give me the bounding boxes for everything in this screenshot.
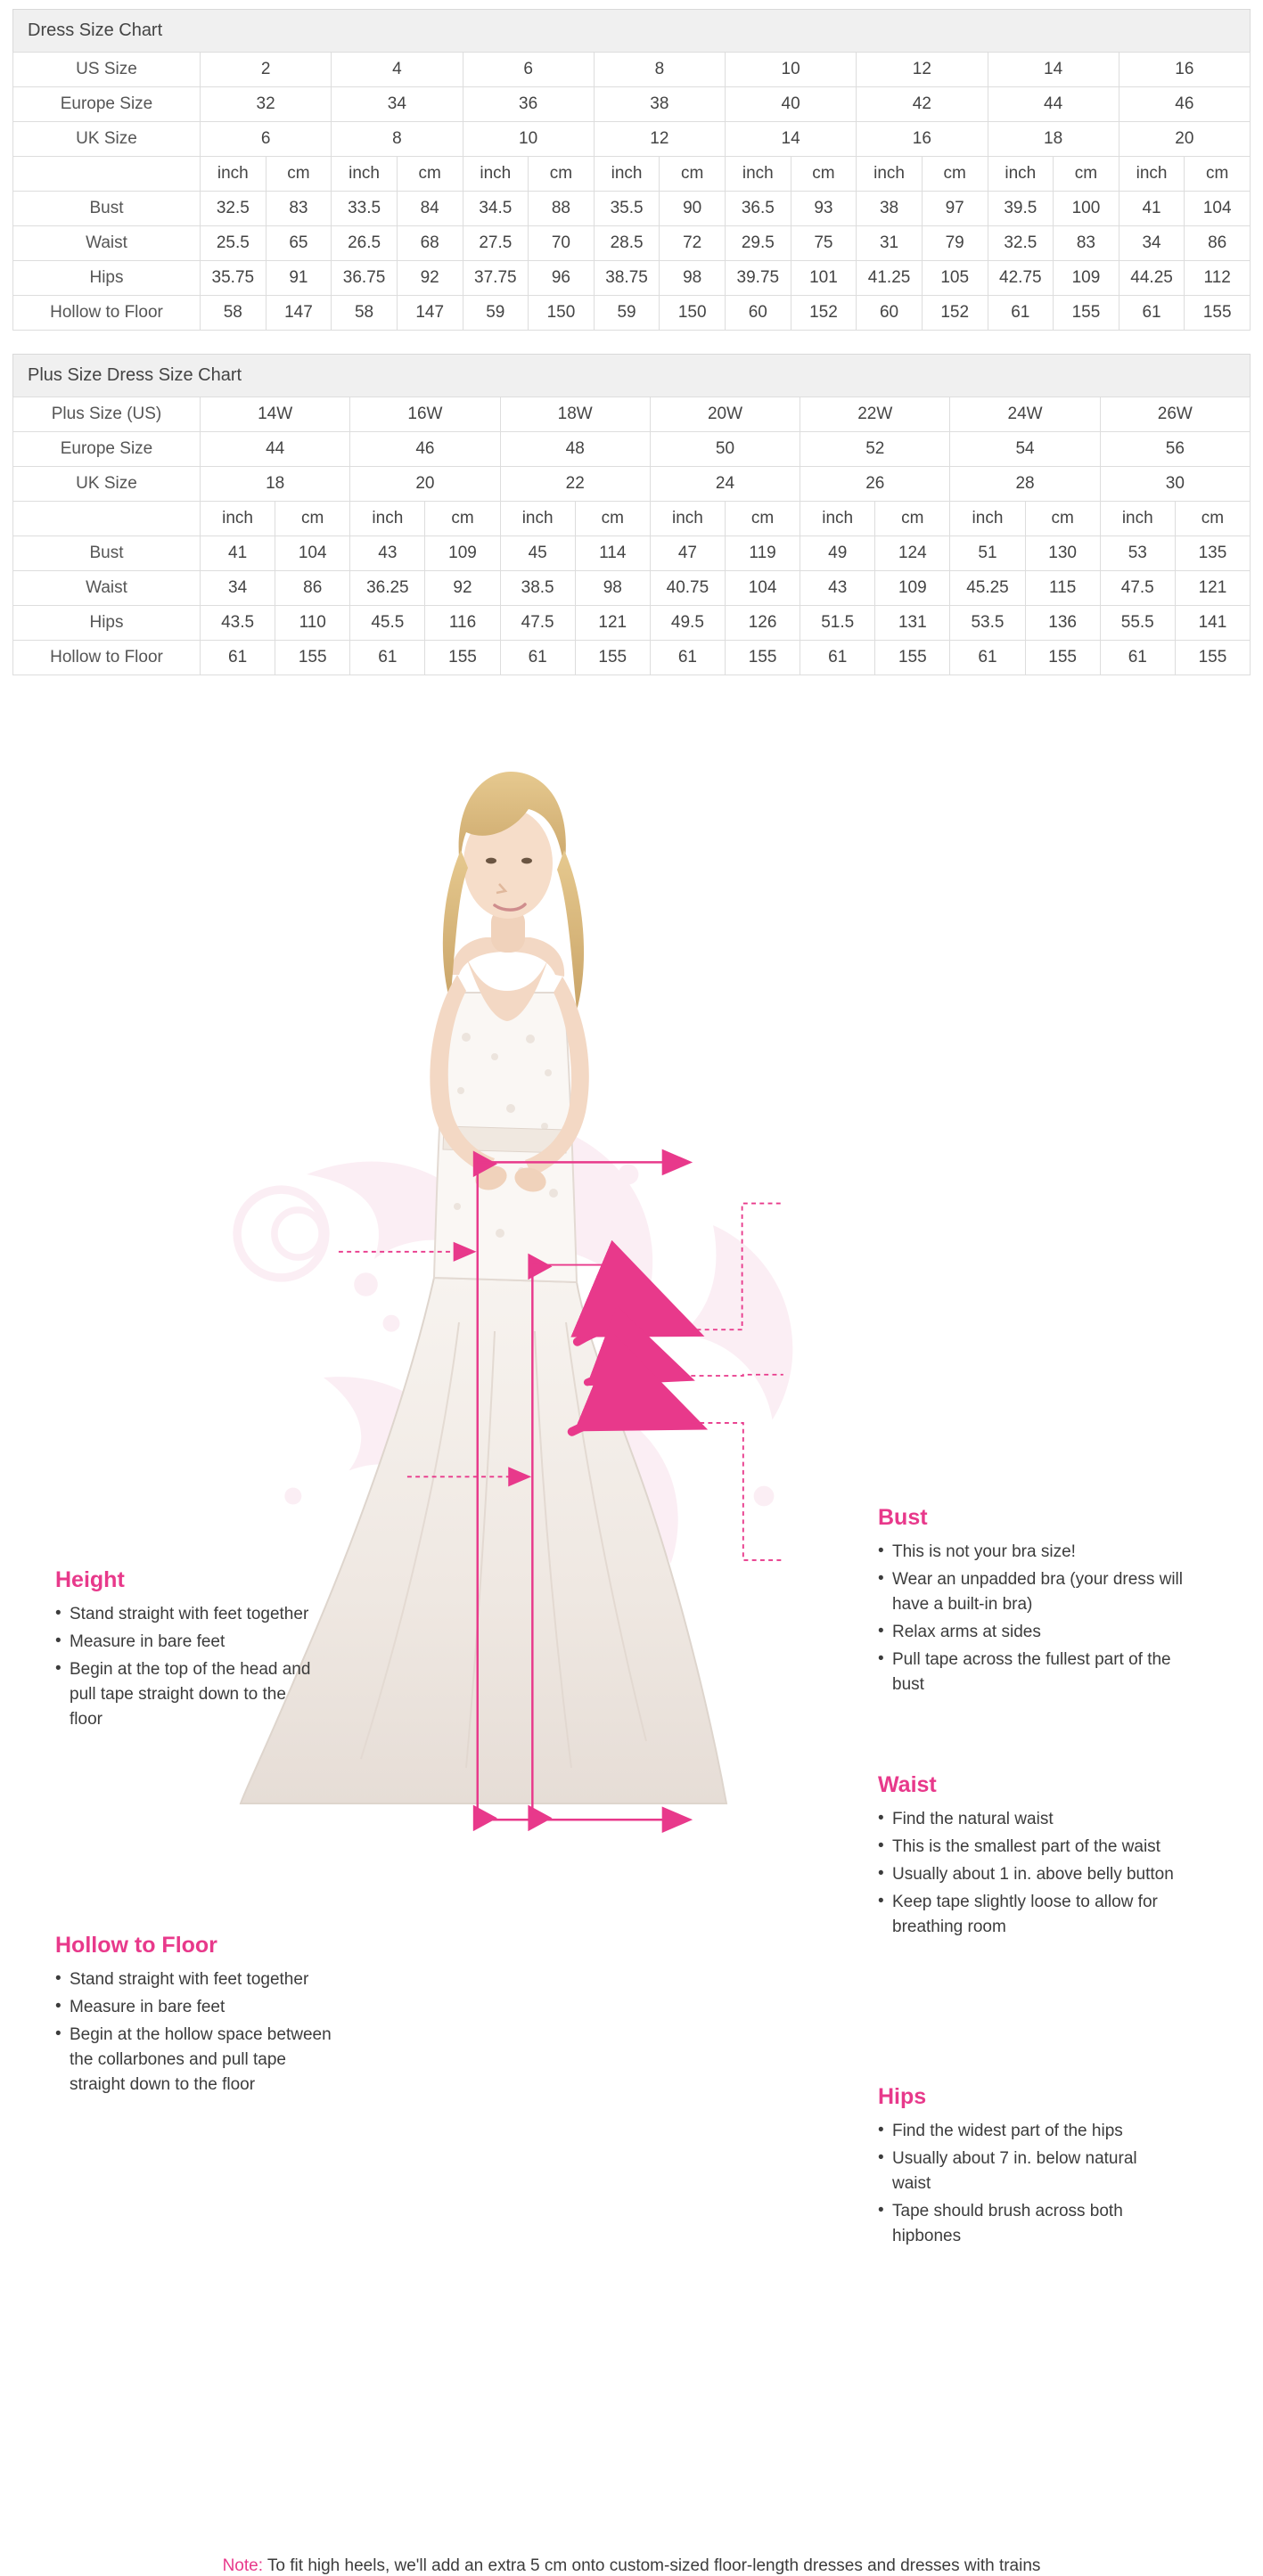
- table-cell: 14: [726, 122, 857, 157]
- list-item: • Tape should brush across both hipbones: [878, 2199, 1172, 2249]
- table-cell: 32: [201, 87, 332, 122]
- table-cell: 109: [425, 536, 500, 571]
- table-cell: 45: [500, 536, 575, 571]
- callout-waist: [878, 1772, 1199, 1942]
- table-cell: 104: [275, 536, 350, 571]
- table-cell: 97: [922, 192, 988, 226]
- table-cell: 27.5: [463, 226, 529, 261]
- unit-cell: cm: [425, 502, 500, 536]
- table-cell: 61: [950, 641, 1025, 675]
- table-cell: 31: [857, 226, 923, 261]
- table-cell: 22: [500, 467, 650, 502]
- table-cell: 26W: [1100, 397, 1250, 432]
- unit-cell: cm: [725, 502, 800, 536]
- table-cell: 155: [275, 641, 350, 675]
- table-cell: 28: [950, 467, 1100, 502]
- table-cell: 39.5: [988, 192, 1054, 226]
- table-row: [13, 296, 1251, 331]
- list-item: • Relax arms at sides: [878, 1620, 1199, 1645]
- table-cell: 8: [332, 122, 463, 157]
- table-cell: 29.5: [726, 226, 791, 261]
- table-cell: 43: [350, 536, 425, 571]
- unit-cell: cm: [1054, 157, 1119, 192]
- table-cell: 59: [463, 296, 529, 331]
- table-cell: 61: [1100, 641, 1175, 675]
- unit-cell: cm: [575, 502, 650, 536]
- table-cell: 20W: [650, 397, 800, 432]
- table-cell: 155: [1025, 641, 1100, 675]
- table-cell: 155: [1054, 296, 1119, 331]
- table-cell: 72: [660, 226, 726, 261]
- row-label: Europe Size: [13, 432, 201, 467]
- plus-size-chart-block: [12, 354, 1251, 675]
- table-cell: 47.5: [500, 606, 575, 641]
- table-cell: 32.5: [201, 192, 267, 226]
- table-cell: 65: [266, 226, 332, 261]
- table-cell: 34: [1119, 226, 1185, 261]
- table-cell: 155: [1185, 296, 1251, 331]
- table-cell: 58: [201, 296, 267, 331]
- table-cell: 37.75: [463, 261, 529, 296]
- table-cell: 121: [1175, 571, 1250, 606]
- table-cell: 109: [875, 571, 950, 606]
- table-cell: 98: [575, 571, 650, 606]
- table-cell: 35.5: [594, 192, 660, 226]
- table-cell: 61: [350, 641, 425, 675]
- list-item: • This is the smallest part of the waist: [878, 1835, 1199, 1860]
- table-cell: 22W: [800, 397, 950, 432]
- table-cell: 43: [800, 571, 875, 606]
- plus-size-table: [12, 397, 1251, 675]
- table-cell: 38.5: [500, 571, 575, 606]
- callout-title-waist: Waist: [878, 1772, 937, 1797]
- table-cell: 49.5: [650, 606, 725, 641]
- dress-size-chart-block: [12, 9, 1251, 331]
- table-cell: 38: [857, 192, 923, 226]
- table-cell: 38: [594, 87, 725, 122]
- table-cell: 18: [201, 467, 350, 502]
- table-cell: 16: [857, 122, 988, 157]
- note-label: Note:: [222, 2556, 263, 2575]
- unit-cell: inch: [1100, 502, 1175, 536]
- table-cell: 152: [922, 296, 988, 331]
- table-cell: 155: [875, 641, 950, 675]
- chart-title: Dress Size Chart: [12, 9, 1251, 52]
- table-cell: 44.25: [1119, 261, 1185, 296]
- table-cell: 83: [1054, 226, 1119, 261]
- row-label: UK Size: [13, 122, 201, 157]
- table-cell: 114: [575, 536, 650, 571]
- unit-cell: cm: [922, 157, 988, 192]
- table-cell: 41.25: [857, 261, 923, 296]
- table-cell: 28.5: [594, 226, 660, 261]
- table-cell: 90: [660, 192, 726, 226]
- table-cell: 10: [463, 122, 594, 157]
- unit-cell: inch: [1119, 157, 1185, 192]
- table-cell: 56: [1100, 432, 1250, 467]
- table-cell: 14: [988, 53, 1119, 87]
- table-cell: 83: [266, 192, 332, 226]
- table-cell: 126: [725, 606, 800, 641]
- table-cell: 40: [726, 87, 857, 122]
- list-item: • Begin at the top of the head and pull tape straight down to the floor: [55, 1657, 323, 1732]
- table-cell: 45.25: [950, 571, 1025, 606]
- table-row-units: [13, 502, 1251, 536]
- table-cell: 92: [397, 261, 463, 296]
- table-cell: 98: [660, 261, 726, 296]
- table-cell: 150: [660, 296, 726, 331]
- table-cell: 46: [1119, 87, 1250, 122]
- table-cell: 61: [500, 641, 575, 675]
- row-label: Waist: [13, 571, 201, 606]
- table-cell: 155: [575, 641, 650, 675]
- measurement-diagram: [0, 699, 1263, 2575]
- table-cell: 135: [1175, 536, 1250, 571]
- table-cell: 131: [875, 606, 950, 641]
- table-cell: 58: [332, 296, 398, 331]
- row-label: Hollow to Floor: [13, 641, 201, 675]
- table-cell: 12: [857, 53, 988, 87]
- table-cell: 41: [1119, 192, 1185, 226]
- unit-cell: cm: [791, 157, 857, 192]
- list-item: • Stand straight with feet together: [55, 1602, 323, 1627]
- table-cell: 39.75: [726, 261, 791, 296]
- table-cell: 16W: [350, 397, 500, 432]
- table-cell: 6: [463, 53, 594, 87]
- table-cell: 52: [800, 432, 950, 467]
- unit-cell: cm: [275, 502, 350, 536]
- table-cell: 84: [397, 192, 463, 226]
- table-cell: 2: [201, 53, 332, 87]
- table-cell: 136: [1025, 606, 1100, 641]
- table-cell: 36.25: [350, 571, 425, 606]
- table-cell: 20: [1119, 122, 1250, 157]
- table-cell: 34: [201, 571, 275, 606]
- table-cell: 147: [397, 296, 463, 331]
- unit-cell: inch: [463, 157, 529, 192]
- note-text: To fit high heels, we'll add an extra 5 cm onto custom-sized floor-length dresses and dresses with trains: [262, 2556, 1041, 2575]
- table-cell: 47.5: [1100, 571, 1175, 606]
- callout-list-bust: [878, 1540, 1199, 1697]
- table-cell: 60: [857, 296, 923, 331]
- row-label-empty: [13, 502, 201, 536]
- table-cell: 36.5: [726, 192, 791, 226]
- table-cell: 121: [575, 606, 650, 641]
- table-cell: 35.75: [201, 261, 267, 296]
- table-cell: 130: [1025, 536, 1100, 571]
- row-label: Hips: [13, 261, 201, 296]
- table-cell: 68: [397, 226, 463, 261]
- callout-bust: [878, 1505, 1199, 1700]
- table-cell: 92: [425, 571, 500, 606]
- row-label: Hips: [13, 606, 201, 641]
- unit-cell: inch: [988, 157, 1054, 192]
- table-cell: 86: [275, 571, 350, 606]
- callout-list-hollow: [55, 1967, 340, 2098]
- table-cell: 26.5: [332, 226, 398, 261]
- table-cell: 124: [875, 536, 950, 571]
- table-cell: 10: [726, 53, 857, 87]
- table-cell: 24W: [950, 397, 1100, 432]
- table-cell: 54: [950, 432, 1100, 467]
- table-cell: 141: [1175, 606, 1250, 641]
- table-cell: 75: [791, 226, 857, 261]
- callout-title-hips: Hips: [878, 2084, 927, 2109]
- table-cell: 155: [725, 641, 800, 675]
- row-label: Hollow to Floor: [13, 296, 201, 331]
- row-label: Plus Size (US): [13, 397, 201, 432]
- table-row: [13, 397, 1251, 432]
- callout-hips: [878, 2084, 1172, 2252]
- table-cell: 104: [725, 571, 800, 606]
- row-label-empty: [13, 157, 201, 192]
- table-cell: 8: [594, 53, 725, 87]
- table-cell: 48: [500, 432, 650, 467]
- table-cell: 150: [529, 296, 595, 331]
- table-cell: 18W: [500, 397, 650, 432]
- table-cell: 100: [1054, 192, 1119, 226]
- table-cell: 112: [1185, 261, 1251, 296]
- table-cell: 33.5: [332, 192, 398, 226]
- list-item: • Measure in bare feet: [55, 1995, 340, 2020]
- callout-title-bust: Bust: [878, 1505, 928, 1530]
- table-cell: 6: [201, 122, 332, 157]
- table-cell: 61: [988, 296, 1054, 331]
- dress-size-table: [12, 52, 1251, 331]
- table-cell: 152: [791, 296, 857, 331]
- table-cell: 155: [425, 641, 500, 675]
- table-cell: 147: [266, 296, 332, 331]
- table-cell: 101: [791, 261, 857, 296]
- row-label: US Size: [13, 53, 201, 87]
- list-item: • Usually about 1 in. above belly button: [878, 1862, 1199, 1887]
- table-cell: 24: [650, 467, 800, 502]
- unit-cell: cm: [875, 502, 950, 536]
- unit-cell: inch: [950, 502, 1025, 536]
- table-cell: 38.75: [594, 261, 660, 296]
- list-item: • Stand straight with feet together: [55, 1967, 340, 1992]
- callout-title-height: Height: [55, 1567, 125, 1592]
- table-cell: 40.75: [650, 571, 725, 606]
- table-cell: 96: [529, 261, 595, 296]
- table-cell: 26: [800, 467, 950, 502]
- table-cell: 42.75: [988, 261, 1054, 296]
- list-item: • This is not your bra size!: [878, 1540, 1199, 1565]
- callout-list-hips: [878, 2119, 1172, 2249]
- callout-hollow-to-floor: [55, 1933, 340, 2100]
- table-cell: 104: [1185, 192, 1251, 226]
- table-row: [13, 641, 1251, 675]
- table-cell: 105: [922, 261, 988, 296]
- table-cell: 50: [650, 432, 800, 467]
- unit-cell: cm: [529, 157, 595, 192]
- row-label: Europe Size: [13, 87, 201, 122]
- table-cell: 4: [332, 53, 463, 87]
- table-cell: 49: [800, 536, 875, 571]
- unit-cell: inch: [350, 502, 425, 536]
- row-label: Waist: [13, 226, 201, 261]
- table-cell: 93: [791, 192, 857, 226]
- table-cell: 44: [988, 87, 1119, 122]
- table-row: [13, 606, 1251, 641]
- table-cell: 47: [650, 536, 725, 571]
- table-cell: 109: [1054, 261, 1119, 296]
- unit-cell: inch: [726, 157, 791, 192]
- table-row: [13, 261, 1251, 296]
- table-cell: 51.5: [800, 606, 875, 641]
- chart-title-plus: Plus Size Dress Size Chart: [12, 354, 1251, 397]
- table-row: [13, 536, 1251, 571]
- list-item: • Begin at the hollow space between the collarbones and pull tape straight down to the floor: [55, 2023, 340, 2098]
- table-cell: 119: [725, 536, 800, 571]
- footer-note: [0, 2556, 1263, 2576]
- unit-cell: inch: [332, 157, 398, 192]
- table-row: [13, 87, 1251, 122]
- callout-height: [55, 1567, 323, 1735]
- table-cell: 32.5: [988, 226, 1054, 261]
- table-cell: 61: [1119, 296, 1185, 331]
- table-cell: 34.5: [463, 192, 529, 226]
- unit-cell: cm: [1185, 157, 1251, 192]
- table-row: [13, 192, 1251, 226]
- table-cell: 44: [201, 432, 350, 467]
- callout-list-waist: [878, 1807, 1199, 1940]
- table-cell: 155: [1175, 641, 1250, 675]
- unit-cell: inch: [500, 502, 575, 536]
- table-cell: 79: [922, 226, 988, 261]
- unit-cell: inch: [800, 502, 875, 536]
- table-cell: 36: [463, 87, 594, 122]
- table-cell: 36.75: [332, 261, 398, 296]
- table-row: [13, 432, 1251, 467]
- table-cell: 41: [201, 536, 275, 571]
- callout-list-height: [55, 1602, 323, 1732]
- table-cell: 61: [650, 641, 725, 675]
- list-item: • Find the natural waist: [878, 1807, 1199, 1832]
- table-cell: 42: [857, 87, 988, 122]
- unit-cell: inch: [201, 157, 267, 192]
- table-cell: 16: [1119, 53, 1250, 87]
- table-cell: 14W: [201, 397, 350, 432]
- table-cell: 46: [350, 432, 500, 467]
- table-cell: 53: [1100, 536, 1175, 571]
- list-item: • Wear an unpadded bra (your dress will have a built-in bra): [878, 1567, 1199, 1617]
- table-row: [13, 467, 1251, 502]
- table-cell: 61: [201, 641, 275, 675]
- unit-cell: inch: [857, 157, 923, 192]
- table-row: [13, 53, 1251, 87]
- table-cell: 88: [529, 192, 595, 226]
- row-label: Bust: [13, 192, 201, 226]
- table-cell: 59: [594, 296, 660, 331]
- table-cell: 70: [529, 226, 595, 261]
- unit-cell: inch: [594, 157, 660, 192]
- list-item: • Pull tape across the fullest part of the bust: [878, 1648, 1199, 1697]
- row-label: Bust: [13, 536, 201, 571]
- unit-cell: cm: [660, 157, 726, 192]
- table-cell: 53.5: [950, 606, 1025, 641]
- table-row-units: [13, 157, 1251, 192]
- table-cell: 51: [950, 536, 1025, 571]
- table-cell: 18: [988, 122, 1119, 157]
- table-cell: 45.5: [350, 606, 425, 641]
- table-cell: 30: [1100, 467, 1250, 502]
- table-cell: 116: [425, 606, 500, 641]
- list-item: • Usually about 7 in. below natural waist: [878, 2147, 1172, 2196]
- unit-cell: inch: [650, 502, 725, 536]
- table-cell: 12: [594, 122, 725, 157]
- table-row: [13, 226, 1251, 261]
- table-cell: 91: [266, 261, 332, 296]
- table-cell: 115: [1025, 571, 1100, 606]
- list-item: • Measure in bare feet: [55, 1630, 323, 1655]
- table-cell: 25.5: [201, 226, 267, 261]
- list-item: • Find the widest part of the hips: [878, 2119, 1172, 2144]
- table-cell: 60: [726, 296, 791, 331]
- unit-cell: cm: [266, 157, 332, 192]
- table-row: [13, 122, 1251, 157]
- table-cell: 43.5: [201, 606, 275, 641]
- row-label: UK Size: [13, 467, 201, 502]
- size-chart-page: [0, 0, 1263, 675]
- unit-cell: cm: [1025, 502, 1100, 536]
- table-cell: 86: [1185, 226, 1251, 261]
- table-cell: 110: [275, 606, 350, 641]
- table-cell: 34: [332, 87, 463, 122]
- table-cell: 61: [800, 641, 875, 675]
- list-item: • Keep tape slightly loose to allow for breathing room: [878, 1890, 1199, 1940]
- unit-cell: cm: [397, 157, 463, 192]
- unit-cell: cm: [1175, 502, 1250, 536]
- callout-title-hollow: Hollow to Floor: [55, 1933, 217, 1958]
- table-cell: 55.5: [1100, 606, 1175, 641]
- table-row: [13, 571, 1251, 606]
- table-cell: 20: [350, 467, 500, 502]
- unit-cell: inch: [201, 502, 275, 536]
